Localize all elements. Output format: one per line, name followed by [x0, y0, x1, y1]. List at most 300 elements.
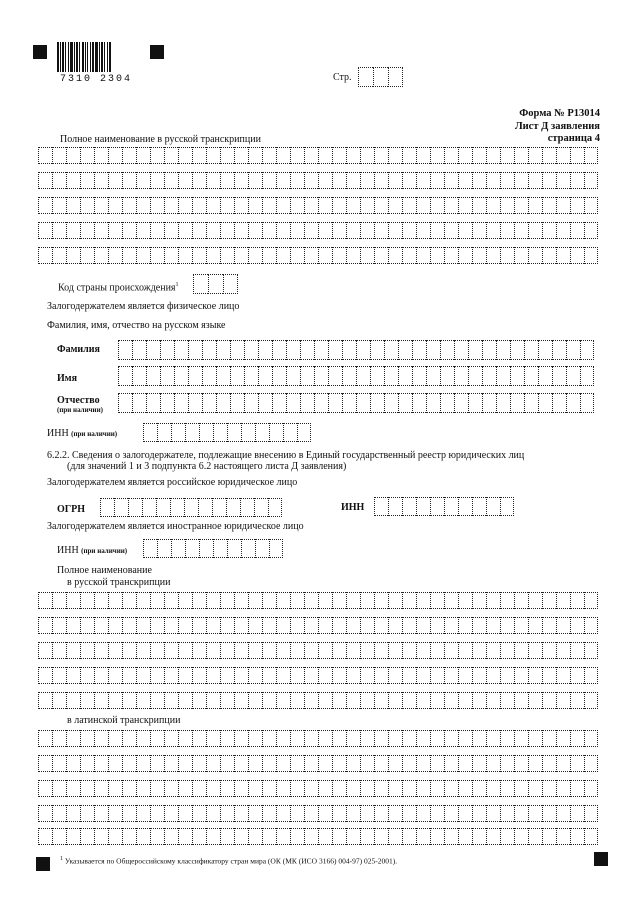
input-cell[interactable]: [80, 147, 94, 164]
input-cell[interactable]: [108, 755, 122, 772]
input-cell[interactable]: [500, 147, 514, 164]
input-cell[interactable]: [542, 730, 556, 747]
input-cell[interactable]: [514, 197, 528, 214]
input-cell[interactable]: [108, 828, 122, 845]
input-cell[interactable]: [580, 393, 594, 413]
input-cell[interactable]: [248, 692, 262, 709]
input-cell[interactable]: [202, 393, 216, 413]
foreign-name-russian-row-1[interactable]: [38, 592, 598, 609]
input-cell[interactable]: [248, 617, 262, 634]
input-cell[interactable]: [220, 222, 234, 239]
input-cell[interactable]: [444, 755, 458, 772]
input-cell[interactable]: [528, 147, 542, 164]
input-cell[interactable]: [318, 805, 332, 822]
input-cell[interactable]: [444, 247, 458, 264]
input-cell[interactable]: [258, 340, 272, 360]
input-cell[interactable]: [227, 539, 241, 558]
input-cell[interactable]: [276, 780, 290, 797]
input-cell[interactable]: [150, 755, 164, 772]
input-cell[interactable]: [514, 617, 528, 634]
input-cell[interactable]: [122, 730, 136, 747]
input-cell[interactable]: [402, 592, 416, 609]
input-cell[interactable]: [118, 366, 132, 386]
input-cell[interactable]: [206, 247, 220, 264]
input-cell[interactable]: [318, 755, 332, 772]
input-cell[interactable]: [269, 539, 283, 558]
input-cell[interactable]: [164, 172, 178, 189]
input-cell[interactable]: [510, 366, 524, 386]
input-cell[interactable]: [514, 692, 528, 709]
input-cell[interactable]: [510, 393, 524, 413]
input-cell[interactable]: [444, 730, 458, 747]
input-cell[interactable]: [150, 642, 164, 659]
input-cell[interactable]: [584, 642, 598, 659]
input-cell[interactable]: [286, 366, 300, 386]
input-cell[interactable]: [444, 172, 458, 189]
input-cell[interactable]: [122, 780, 136, 797]
input-cell[interactable]: [584, 828, 598, 845]
input-cell[interactable]: [178, 780, 192, 797]
input-cell[interactable]: [584, 197, 598, 214]
input-cell[interactable]: [472, 755, 486, 772]
input-cell[interactable]: [342, 340, 356, 360]
input-cell[interactable]: [178, 667, 192, 684]
input-cell[interactable]: [374, 172, 388, 189]
input-cell[interactable]: [122, 617, 136, 634]
input-cell[interactable]: [500, 755, 514, 772]
input-cell[interactable]: [94, 642, 108, 659]
input-cell[interactable]: [206, 617, 220, 634]
input-cell[interactable]: [388, 730, 402, 747]
input-cell[interactable]: [290, 780, 304, 797]
input-cell[interactable]: [346, 667, 360, 684]
input-cell[interactable]: [234, 617, 248, 634]
input-cell[interactable]: [150, 147, 164, 164]
input-cell[interactable]: [220, 805, 234, 822]
input-cell[interactable]: [332, 617, 346, 634]
input-cell[interactable]: [318, 247, 332, 264]
input-cell[interactable]: [192, 805, 206, 822]
input-cell[interactable]: [66, 828, 80, 845]
input-cell[interactable]: [556, 667, 570, 684]
input-cell[interactable]: [402, 730, 416, 747]
input-cell[interactable]: [188, 366, 202, 386]
input-cell[interactable]: [174, 366, 188, 386]
input-cell[interactable]: [248, 592, 262, 609]
input-cell[interactable]: [255, 539, 269, 558]
input-cell[interactable]: [216, 366, 230, 386]
input-cell[interactable]: [402, 247, 416, 264]
input-cell[interactable]: [66, 592, 80, 609]
input-cell[interactable]: [38, 667, 52, 684]
input-cell[interactable]: [248, 755, 262, 772]
input-cell[interactable]: [164, 642, 178, 659]
input-cell[interactable]: [528, 828, 542, 845]
input-cell[interactable]: [276, 617, 290, 634]
input-cell[interactable]: [290, 805, 304, 822]
input-cell[interactable]: [552, 366, 566, 386]
input-cell[interactable]: [500, 617, 514, 634]
input-cell[interactable]: [430, 755, 444, 772]
input-cell[interactable]: [472, 197, 486, 214]
input-cell[interactable]: [94, 197, 108, 214]
input-cell[interactable]: [234, 755, 248, 772]
input-cell[interactable]: [290, 730, 304, 747]
input-cell[interactable]: [332, 172, 346, 189]
input-cell[interactable]: [150, 247, 164, 264]
input-cell[interactable]: [234, 592, 248, 609]
input-cell[interactable]: [360, 667, 374, 684]
input-cell[interactable]: [496, 340, 510, 360]
input-cell[interactable]: [66, 805, 80, 822]
input-cell[interactable]: [356, 366, 370, 386]
input-cell[interactable]: [136, 730, 150, 747]
input-cell[interactable]: [206, 222, 220, 239]
input-cell[interactable]: [157, 423, 171, 442]
input-cell[interactable]: [318, 592, 332, 609]
input-cell[interactable]: [276, 730, 290, 747]
input-cell[interactable]: [570, 828, 584, 845]
input-cell[interactable]: [486, 667, 500, 684]
input-cell[interactable]: [374, 730, 388, 747]
input-cell[interactable]: [212, 498, 226, 517]
input-cell[interactable]: [122, 172, 136, 189]
input-cell[interactable]: [150, 805, 164, 822]
input-cell[interactable]: [416, 642, 430, 659]
input-cell[interactable]: [528, 247, 542, 264]
input-cell[interactable]: [412, 340, 426, 360]
input-cell[interactable]: [514, 755, 528, 772]
input-cell[interactable]: [262, 247, 276, 264]
input-cell[interactable]: [262, 667, 276, 684]
input-cell[interactable]: [332, 197, 346, 214]
input-cell[interactable]: [566, 393, 580, 413]
input-cell[interactable]: [304, 247, 318, 264]
input-cell[interactable]: [262, 805, 276, 822]
input-cell[interactable]: [412, 393, 426, 413]
input-cell[interactable]: [248, 147, 262, 164]
input-cell[interactable]: [164, 828, 178, 845]
input-cell[interactable]: [542, 755, 556, 772]
input-cell[interactable]: [374, 755, 388, 772]
input-cell[interactable]: [171, 423, 185, 442]
input-cell[interactable]: [206, 147, 220, 164]
input-cell[interactable]: [486, 222, 500, 239]
input-cell[interactable]: [108, 147, 122, 164]
input-cell[interactable]: [444, 222, 458, 239]
input-cell[interactable]: [374, 780, 388, 797]
input-cell[interactable]: [272, 393, 286, 413]
input-cell[interactable]: [192, 197, 206, 214]
input-cell[interactable]: [412, 366, 426, 386]
input-cell[interactable]: [143, 539, 157, 558]
input-cell[interactable]: [542, 172, 556, 189]
input-cell[interactable]: [276, 642, 290, 659]
input-cell[interactable]: [370, 340, 384, 360]
input-cell[interactable]: [150, 780, 164, 797]
input-cell[interactable]: [388, 755, 402, 772]
input-cell[interactable]: [283, 423, 297, 442]
input-cell[interactable]: [402, 222, 416, 239]
input-cell[interactable]: [416, 172, 430, 189]
input-cell[interactable]: [388, 222, 402, 239]
surname-cells[interactable]: [118, 340, 594, 360]
input-cell[interactable]: [136, 755, 150, 772]
input-cell[interactable]: [430, 222, 444, 239]
russian-entity-inn-cells[interactable]: [374, 497, 514, 516]
input-cell[interactable]: [178, 617, 192, 634]
input-cell[interactable]: [360, 172, 374, 189]
input-cell[interactable]: [170, 498, 184, 517]
input-cell[interactable]: [286, 393, 300, 413]
input-cell[interactable]: [346, 222, 360, 239]
input-cell[interactable]: [66, 147, 80, 164]
input-cell[interactable]: [52, 828, 66, 845]
input-cell[interactable]: [122, 642, 136, 659]
input-cell[interactable]: [108, 592, 122, 609]
input-cell[interactable]: [542, 667, 556, 684]
input-cell[interactable]: [500, 642, 514, 659]
input-cell[interactable]: [314, 340, 328, 360]
input-cell[interactable]: [213, 539, 227, 558]
input-cell[interactable]: [486, 497, 500, 516]
input-cell[interactable]: [300, 340, 314, 360]
input-cell[interactable]: [272, 366, 286, 386]
input-cell[interactable]: [398, 340, 412, 360]
input-cell[interactable]: [458, 617, 472, 634]
input-cell[interactable]: [262, 755, 276, 772]
input-cell[interactable]: [584, 222, 598, 239]
input-cell[interactable]: [472, 780, 486, 797]
input-cell[interactable]: [458, 755, 472, 772]
input-cell[interactable]: [398, 366, 412, 386]
input-cell[interactable]: [332, 247, 346, 264]
input-cell[interactable]: [426, 340, 440, 360]
input-cell[interactable]: [136, 780, 150, 797]
input-cell[interactable]: [52, 805, 66, 822]
input-cell[interactable]: [570, 617, 584, 634]
input-cell[interactable]: [402, 667, 416, 684]
input-cell[interactable]: [314, 393, 328, 413]
name-cells[interactable]: [118, 366, 594, 386]
input-cell[interactable]: [248, 172, 262, 189]
input-cell[interactable]: [220, 592, 234, 609]
input-cell[interactable]: [528, 592, 542, 609]
input-cell[interactable]: [332, 730, 346, 747]
input-cell[interactable]: [384, 393, 398, 413]
input-cell[interactable]: [234, 730, 248, 747]
input-cell[interactable]: [500, 692, 514, 709]
input-cell[interactable]: [80, 755, 94, 772]
input-cell[interactable]: [276, 222, 290, 239]
input-cell[interactable]: [318, 642, 332, 659]
input-cell[interactable]: [486, 247, 500, 264]
input-cell[interactable]: [52, 667, 66, 684]
input-cell[interactable]: [184, 498, 198, 517]
input-cell[interactable]: [374, 592, 388, 609]
input-cell[interactable]: [570, 592, 584, 609]
input-cell[interactable]: [332, 147, 346, 164]
input-cell[interactable]: [223, 274, 238, 294]
input-cell[interactable]: [388, 592, 402, 609]
input-cell[interactable]: [178, 730, 192, 747]
input-cell[interactable]: [360, 730, 374, 747]
input-cell[interactable]: [542, 147, 556, 164]
input-cell[interactable]: [402, 617, 416, 634]
input-cell[interactable]: [52, 247, 66, 264]
input-cell[interactable]: [234, 780, 248, 797]
input-cell[interactable]: [94, 667, 108, 684]
input-cell[interactable]: [402, 172, 416, 189]
input-cell[interactable]: [38, 828, 52, 845]
input-cell[interactable]: [220, 642, 234, 659]
input-cell[interactable]: [108, 247, 122, 264]
input-cell[interactable]: [94, 147, 108, 164]
input-cell[interactable]: [150, 172, 164, 189]
input-cell[interactable]: [472, 667, 486, 684]
input-cell[interactable]: [556, 147, 570, 164]
input-cell[interactable]: [482, 366, 496, 386]
input-cell[interactable]: [374, 667, 388, 684]
input-cell[interactable]: [514, 642, 528, 659]
input-cell[interactable]: [584, 780, 598, 797]
input-cell[interactable]: [374, 828, 388, 845]
input-cell[interactable]: [584, 730, 598, 747]
input-cell[interactable]: [458, 805, 472, 822]
input-cell[interactable]: [80, 592, 94, 609]
input-cell[interactable]: [332, 805, 346, 822]
input-cell[interactable]: [262, 197, 276, 214]
input-cell[interactable]: [584, 617, 598, 634]
input-cell[interactable]: [346, 780, 360, 797]
input-cell[interactable]: [584, 692, 598, 709]
input-cell[interactable]: [220, 197, 234, 214]
input-cell[interactable]: [193, 274, 208, 294]
input-cell[interactable]: [542, 197, 556, 214]
input-cell[interactable]: [100, 498, 114, 517]
input-cell[interactable]: [454, 340, 468, 360]
input-cell[interactable]: [80, 805, 94, 822]
input-cell[interactable]: [118, 340, 132, 360]
input-cell[interactable]: [514, 172, 528, 189]
input-cell[interactable]: [220, 730, 234, 747]
input-cell[interactable]: [227, 423, 241, 442]
input-cell[interactable]: [220, 147, 234, 164]
input-cell[interactable]: [304, 147, 318, 164]
input-cell[interactable]: [358, 67, 373, 87]
input-cell[interactable]: [66, 730, 80, 747]
input-cell[interactable]: [440, 393, 454, 413]
input-cell[interactable]: [52, 642, 66, 659]
input-cell[interactable]: [178, 197, 192, 214]
input-cell[interactable]: [458, 780, 472, 797]
input-cell[interactable]: [472, 805, 486, 822]
input-cell[interactable]: [486, 755, 500, 772]
input-cell[interactable]: [150, 667, 164, 684]
input-cell[interactable]: [444, 642, 458, 659]
input-cell[interactable]: [440, 366, 454, 386]
input-cell[interactable]: [472, 147, 486, 164]
input-cell[interactable]: [360, 592, 374, 609]
input-cell[interactable]: [388, 147, 402, 164]
input-cell[interactable]: [38, 147, 52, 164]
input-cell[interactable]: [528, 222, 542, 239]
input-cell[interactable]: [199, 423, 213, 442]
input-cell[interactable]: [118, 393, 132, 413]
input-cell[interactable]: [458, 147, 472, 164]
input-cell[interactable]: [206, 755, 220, 772]
input-cell[interactable]: [472, 247, 486, 264]
input-cell[interactable]: [472, 730, 486, 747]
input-cell[interactable]: [66, 755, 80, 772]
input-cell[interactable]: [122, 197, 136, 214]
input-cell[interactable]: [580, 340, 594, 360]
input-cell[interactable]: [185, 539, 199, 558]
input-cell[interactable]: [94, 755, 108, 772]
input-cell[interactable]: [426, 366, 440, 386]
input-cell[interactable]: [318, 667, 332, 684]
input-cell[interactable]: [52, 197, 66, 214]
input-cell[interactable]: [416, 780, 430, 797]
input-cell[interactable]: [384, 366, 398, 386]
input-cell[interactable]: [580, 366, 594, 386]
input-cell[interactable]: [552, 393, 566, 413]
input-cell[interactable]: [496, 393, 510, 413]
input-cell[interactable]: [538, 366, 552, 386]
input-cell[interactable]: [192, 730, 206, 747]
input-cell[interactable]: [38, 172, 52, 189]
input-cell[interactable]: [122, 222, 136, 239]
input-cell[interactable]: [370, 366, 384, 386]
input-cell[interactable]: [136, 667, 150, 684]
input-cell[interactable]: [402, 755, 416, 772]
input-cell[interactable]: [94, 828, 108, 845]
input-cell[interactable]: [458, 828, 472, 845]
input-cell[interactable]: [584, 592, 598, 609]
input-cell[interactable]: [290, 755, 304, 772]
input-cell[interactable]: [240, 498, 254, 517]
input-cell[interactable]: [444, 780, 458, 797]
input-cell[interactable]: [374, 617, 388, 634]
input-cell[interactable]: [356, 340, 370, 360]
input-cell[interactable]: [486, 172, 500, 189]
input-cell[interactable]: [38, 692, 52, 709]
input-cell[interactable]: [542, 692, 556, 709]
input-cell[interactable]: [248, 828, 262, 845]
input-cell[interactable]: [528, 730, 542, 747]
input-cell[interactable]: [440, 340, 454, 360]
input-cell[interactable]: [160, 340, 174, 360]
input-cell[interactable]: [458, 667, 472, 684]
input-cell[interactable]: [178, 172, 192, 189]
input-cell[interactable]: [290, 197, 304, 214]
input-cell[interactable]: [430, 172, 444, 189]
input-cell[interactable]: [500, 247, 514, 264]
input-cell[interactable]: [220, 172, 234, 189]
input-cell[interactable]: [570, 667, 584, 684]
input-cell[interactable]: [164, 692, 178, 709]
input-cell[interactable]: [528, 805, 542, 822]
input-cell[interactable]: [230, 393, 244, 413]
patronymic-cells[interactable]: [118, 393, 594, 413]
input-cell[interactable]: [444, 592, 458, 609]
input-cell[interactable]: [416, 692, 430, 709]
input-cell[interactable]: [178, 692, 192, 709]
input-cell[interactable]: [416, 730, 430, 747]
input-cell[interactable]: [142, 498, 156, 517]
input-cell[interactable]: [38, 805, 52, 822]
input-cell[interactable]: [556, 828, 570, 845]
